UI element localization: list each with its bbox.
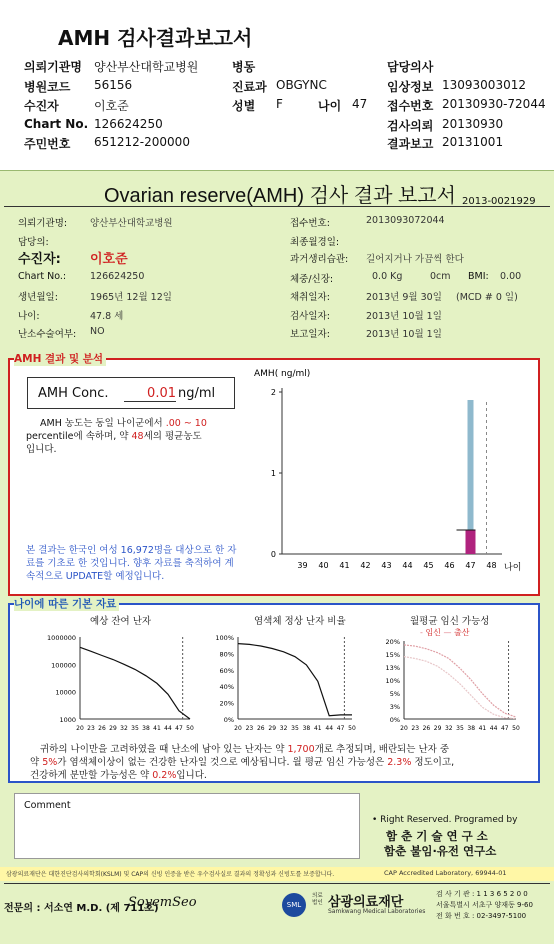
- x-tick-label: 23: [245, 725, 254, 732]
- amh-interpretation: AMH 농도는 동일 나이군에서 .00 ~ 10 percentile에 속하며, 약 48세의 평균농도 입니다.: [26, 418, 207, 455]
- report-label: 나이:: [18, 311, 40, 322]
- data-basis-note: 본 결과는 한국인 여성 16,972명을 대상으로 한 자료를 기초로 한 것입니다. 향후 자료를 축적하여 계속적으로 UPDATE할 예정입니다.: [26, 545, 237, 582]
- footer-strip: [0, 867, 554, 881]
- x-tick-label: 32: [120, 725, 128, 732]
- x-tick-label: 43: [381, 561, 392, 570]
- series-line: [238, 644, 352, 716]
- amh-result-box: [8, 358, 540, 596]
- header-value: 13093003012: [442, 78, 526, 92]
- y-tick-label: 60%: [219, 666, 234, 675]
- report-value: 0.00: [500, 271, 522, 282]
- comment-box: [14, 793, 360, 859]
- y-tick-label: 0: [270, 550, 276, 559]
- x-tick-label: 50: [348, 725, 356, 732]
- mini-chart-title: 월평균 임신 가능성: [410, 616, 490, 627]
- y-tick-label: 5%: [389, 690, 400, 698]
- report-label: 과거생리습관:: [290, 254, 349, 265]
- series-line: [404, 657, 516, 719]
- report-label: 수진자:: [18, 252, 61, 267]
- header-value: OBGYNC: [276, 78, 327, 92]
- header-label: 병원코드: [24, 80, 71, 94]
- header-label: 주민번호: [24, 137, 71, 151]
- x-tick-label: 38: [142, 725, 150, 732]
- x-tick-label: 44: [164, 725, 172, 732]
- report-value: 2013년 10월 1일: [366, 329, 442, 340]
- y-tick-label: 10000: [55, 688, 76, 697]
- series-line: [80, 647, 190, 719]
- x-tick-label: 44: [325, 725, 334, 732]
- report-value: (MCD # 0 일): [456, 292, 518, 303]
- x-tick-label: 35: [131, 725, 139, 732]
- foundation-name-en: Samkwang Medical Laboratories: [328, 908, 426, 915]
- header-value: 126624250: [94, 117, 163, 131]
- report-value: 길어지거나 가끔씩 한다: [366, 254, 464, 265]
- x-tick-label: 20: [400, 725, 408, 732]
- x-tick-label: 41: [478, 725, 487, 732]
- header-label: 나이: [318, 99, 342, 113]
- report-label: 보고일자:: [290, 329, 330, 340]
- header-value: 47: [352, 97, 368, 111]
- phone: 전 화 번 호 : 02-3497-5100: [436, 912, 527, 920]
- mini-chart-title: 염색체 정상 난자 비율: [254, 616, 346, 627]
- report-label: 담당의:: [18, 237, 49, 248]
- y-tick-label: 15%: [385, 651, 400, 659]
- x-tick-label: 35: [291, 725, 299, 732]
- x-tick-label: 29: [109, 725, 117, 732]
- header-label: 병동: [232, 60, 256, 74]
- header-label: Chart No.: [24, 117, 89, 131]
- report-sheet: [0, 170, 554, 944]
- header-label: 담당의사: [387, 60, 434, 74]
- accreditation-note: 삼광의료재단은 대한진단검사의학회(KSLM) 및 CAP의 신빙 인증을 받은 우수검사실로 결과의 정확성과 신빙도를 보증합니다.: [6, 871, 335, 878]
- report-value: 2013093072044: [366, 215, 445, 226]
- foundation-name: 삼광의료재단: [328, 895, 404, 910]
- y-tick-label: 20%: [219, 699, 234, 708]
- y-tick-label: 80%: [219, 650, 234, 659]
- x-tick-label: 26: [422, 725, 431, 732]
- report-value: NO: [90, 326, 105, 337]
- header-value: F: [276, 97, 283, 111]
- x-tick-label: 50: [186, 725, 194, 732]
- header-label: 결과보고: [387, 137, 434, 151]
- x-tick-label: 44: [402, 561, 413, 570]
- y-tick-label: 1000: [59, 716, 76, 724]
- x-tick-label: 45: [423, 561, 434, 570]
- report-label: Chart No.:: [18, 271, 67, 282]
- divider: [4, 206, 550, 207]
- x-tick-label: 41: [313, 725, 322, 732]
- normal-egg-ratio-chart: [200, 627, 360, 739]
- pregnancy-chance-chart: [364, 635, 524, 739]
- header-label: 수진자: [24, 99, 59, 113]
- y-axis-label: AMH( ng/ml): [254, 369, 311, 379]
- divider: [4, 883, 550, 884]
- age-summary-text: 귀하의 나이만을 고려하였을 때 난소에 남아 있는 난자는 약 1,700개로 추정되며, 배란되는 난자 중 약 5%가 염색체이상이 없는 건강한 난자일 것으로 예상됩니다. 월 평균 임신 가능성은 2.3% 정도이고, 건강하게 분만할 가능성은 약 0.2%입니다.: [30, 744, 455, 781]
- x-tick-label: 39: [297, 561, 308, 570]
- org-name-2: 함춘 불임·유전 연구소: [384, 844, 497, 858]
- y-tick-label: 100000: [51, 661, 76, 670]
- x-tick-label: 42: [360, 561, 371, 570]
- x-tick-label: 26: [98, 725, 106, 732]
- header-value: 56156: [94, 78, 133, 92]
- x-tick-label: 32: [444, 725, 453, 732]
- report-value: 0cm: [430, 271, 451, 282]
- x-tick-label: 32: [279, 725, 288, 732]
- x-tick-label: 47: [175, 725, 183, 732]
- report-value: 이호준: [90, 252, 128, 267]
- report-label: 채취일자:: [290, 292, 330, 303]
- header-label: 진료과: [232, 80, 267, 94]
- x-tick-label: 50: [512, 725, 520, 732]
- report-label: 최종월경일:: [290, 237, 340, 248]
- report-label: 접수번호:: [290, 218, 330, 229]
- x-tick-label: 47: [500, 725, 509, 732]
- cap-note: CAP Accredited Laboratory, 69944-01: [384, 869, 507, 877]
- header-value: 20131001: [442, 135, 504, 149]
- x-tick-label: 38: [302, 725, 311, 732]
- header-value: 20130930: [442, 117, 504, 131]
- foundation-logo: SML: [282, 893, 306, 917]
- bar: [466, 530, 476, 554]
- x-tick-label: 46: [444, 561, 455, 570]
- y-tick-label: 1: [270, 469, 276, 478]
- foundation-type: 의료법인: [312, 893, 323, 906]
- rights-text: • Right Reserved. Programed by: [372, 815, 518, 825]
- comment-label: Comment: [24, 800, 71, 811]
- x-tick-label: 35: [456, 725, 464, 732]
- age-section-title: 나이에 따른 기본 자료: [14, 596, 119, 611]
- report-value: 126624250: [90, 271, 145, 282]
- report-label: 체중/신장:: [290, 274, 334, 285]
- mini-chart-legend: - 임신 — 출산: [420, 628, 470, 637]
- y-tick-label: 20%: [385, 638, 400, 646]
- x-tick-label: 23: [87, 725, 95, 732]
- x-tick-label: 47: [336, 725, 345, 732]
- amh-section-title: AMH 결과 및 분석: [14, 351, 106, 366]
- x-tick-label: 48: [486, 561, 497, 570]
- series-line: [404, 645, 516, 717]
- x-tick-label: 40: [318, 561, 329, 570]
- remaining-eggs-chart: [24, 627, 196, 739]
- x-tick-label: 44: [489, 725, 498, 732]
- x-tick-label: 29: [268, 725, 277, 732]
- x-tick-label: 29: [433, 725, 442, 732]
- report-value: 1965년 12월 12일: [90, 292, 172, 303]
- header-value: 이호준: [94, 99, 129, 113]
- x-tick-label: 38: [467, 725, 476, 732]
- header-label: 접수번호: [387, 99, 434, 113]
- address: 서울특별시 서초구 양재동 9-60: [436, 901, 533, 909]
- x-tick-label: 23: [411, 725, 420, 732]
- header-label: 성별: [232, 99, 256, 113]
- report-value: 2013년 9월 30일: [366, 292, 442, 303]
- y-tick-label: 13%: [385, 664, 400, 672]
- header-value: 651212-200000: [94, 135, 190, 149]
- amh-conc-value: 0.01: [124, 386, 176, 402]
- age-data-box: [8, 603, 540, 783]
- x-tick-label: 41: [339, 561, 350, 570]
- report-title: Ovarian reserve(AMH) 검사 결과 보고서: [104, 185, 456, 207]
- mini-chart-title: 예상 잔여 난자: [90, 616, 152, 627]
- report-label: 난소수술여부:: [18, 329, 77, 340]
- report-value: 47.8 세: [90, 311, 124, 322]
- x-tick-label: 47: [465, 561, 476, 570]
- page-title: AMH 검사결과보고서: [58, 26, 253, 50]
- y-tick-label: 100%: [215, 634, 234, 642]
- y-tick-label: 1000000: [47, 634, 76, 642]
- report-label: 검사일자:: [290, 311, 330, 322]
- y-tick-label: 0%: [223, 716, 234, 724]
- amh-conc-unit: ng/ml: [178, 386, 216, 401]
- y-tick-label: 0%: [389, 716, 400, 724]
- amh-bar-chart: [240, 360, 540, 594]
- header-value: 양산부산대학교병원: [94, 60, 199, 74]
- header-value: 20130930-72044: [442, 97, 546, 111]
- x-tick-label: 20: [76, 725, 84, 732]
- x-axis-label: 나이: [504, 563, 522, 573]
- amh-concentration-box: [27, 377, 235, 409]
- report-value: 양산부산대학교병원: [90, 218, 173, 229]
- y-tick-label: 40%: [219, 683, 234, 692]
- org-name-1: 함 춘 기 술 연 구 소: [386, 829, 488, 843]
- doctor-signature: SoyemSeo: [128, 895, 197, 910]
- x-tick-label: 20: [234, 725, 242, 732]
- y-tick-label: 2: [270, 388, 276, 397]
- header-label: 임상정보: [387, 80, 434, 94]
- y-tick-label: 3%: [389, 703, 400, 711]
- agency-code: 검 사 기 관 : 1 1 3 6 5 2 0 0: [436, 890, 528, 898]
- x-tick-label: 41: [153, 725, 161, 732]
- amh-conc-label: AMH Conc.: [38, 386, 109, 401]
- header-label: 검사의뢰: [387, 119, 434, 133]
- header-label: 의뢰기관명: [24, 60, 82, 74]
- report-label: BMI:: [468, 271, 489, 282]
- doctor-name: 전문의 : 서소연 M.D. (제 711호): [4, 903, 159, 914]
- report-serial: 2013-0021929: [462, 196, 536, 207]
- y-tick-label: 10%: [385, 677, 400, 685]
- report-label: 생년월일:: [18, 292, 58, 303]
- report-value: 0.0 Kg: [372, 271, 403, 282]
- x-tick-label: 26: [256, 725, 265, 732]
- report-label: 의뢰기관명:: [18, 218, 68, 229]
- report-value: 2013년 10월 1일: [366, 311, 442, 322]
